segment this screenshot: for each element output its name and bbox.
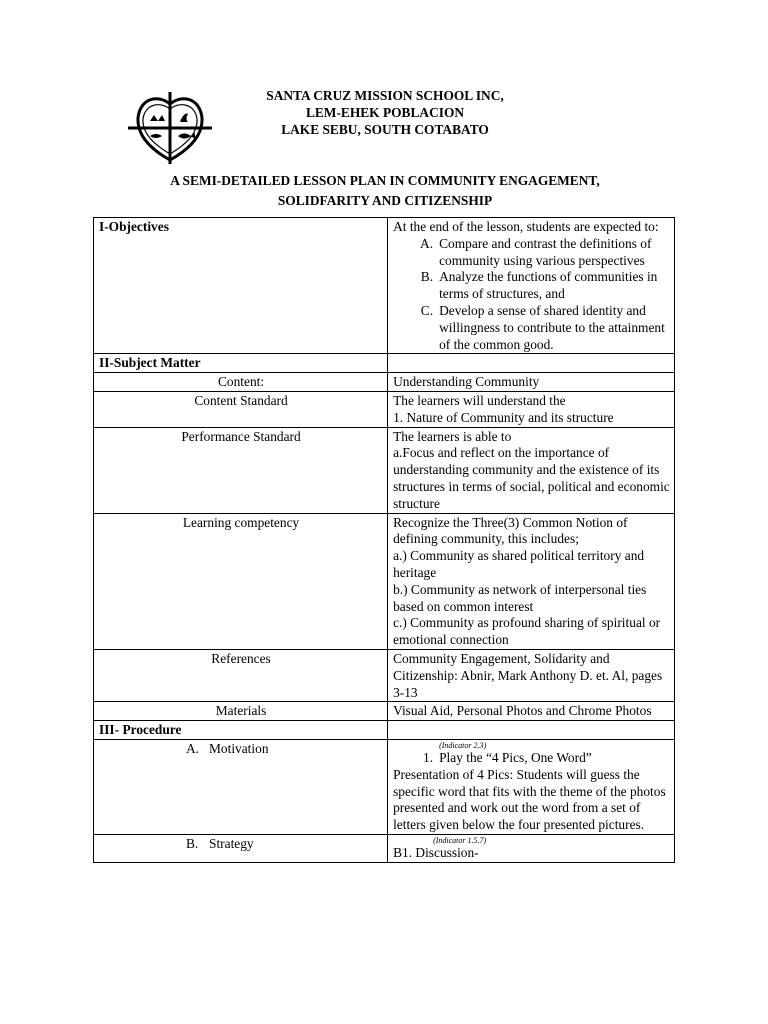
- strategy-value: [388, 834, 675, 862]
- school-address-line1: LEM-EHEK POBLACION: [305, 105, 465, 120]
- motivation-label-wrap: [99, 741, 383, 758]
- lesson-plan-table: [93, 217, 675, 863]
- performance-standard-row: [94, 427, 675, 513]
- strategy-indicator: (Indicator 1.5.7): [433, 835, 487, 845]
- content-value: Understanding Community: [388, 373, 675, 392]
- materials-row: [94, 702, 675, 721]
- strategy-row: [94, 834, 675, 862]
- strategy-label-wrap: [99, 836, 383, 853]
- references-value: Community Engagement, Solidarity and Citizenship: Abnir, Mark Anthony D. et. Al, pages 3-13: [388, 649, 675, 701]
- learning-competency-line: a.) Community as shared political territory and heritage: [393, 548, 645, 580]
- objective-item: [393, 303, 670, 353]
- objective-item: [393, 269, 670, 303]
- learning-competency-value: [388, 513, 675, 649]
- document-title-line1: A SEMI-DETAILED LESSON PLAN IN COMMUNITY ENGAGEMENT,: [170, 173, 600, 188]
- content-standard-line: The learners will understand the: [393, 392, 566, 408]
- content-standard-label: Content Standard: [94, 391, 388, 427]
- motivation-label: Motivation: [209, 740, 269, 756]
- objectives-content: [388, 218, 675, 354]
- objective-text: Develop a sense of shared identity and willingness to contribute to the attainment of the common good.: [439, 302, 665, 352]
- references-label: References: [94, 649, 388, 701]
- motivation-step-marker: 1.: [423, 749, 434, 765]
- motivation-step-text: Play the “4 Pics, One Word”: [439, 749, 592, 765]
- motivation-row: [94, 739, 675, 834]
- materials-label: Materials: [94, 702, 388, 721]
- objective-item: [393, 236, 670, 270]
- motivation-marker: A.: [186, 740, 200, 756]
- procedure-empty: [388, 721, 675, 740]
- materials-value: Visual Aid, Personal Photos and Chrome Photos: [388, 702, 675, 721]
- document-title: [94, 171, 676, 211]
- objective-marker: C.: [420, 302, 434, 318]
- school-address-line2: LAKE SEBU, SOUTH COTABATO: [281, 122, 489, 137]
- objectives-label: I-Objectives: [94, 218, 388, 354]
- motivation-step: [393, 750, 670, 767]
- content-standard-row: [94, 391, 675, 427]
- school-header: [200, 87, 570, 138]
- school-name: SANTA CRUZ MISSION SCHOOL INC,: [266, 88, 504, 103]
- content-label: Content:: [94, 373, 388, 392]
- objective-text: Analyze the functions of communities in terms of structures, and: [439, 269, 658, 302]
- content-standard-value: [388, 391, 675, 427]
- strategy-marker: B.: [186, 835, 199, 851]
- learning-competency-line: c.) Community as profound sharing of spiritual or emotional connection: [393, 615, 661, 648]
- performance-standard-line: a.Focus and reflect on the importance of understanding community and the existence of its structures in terms of social, political and economic structure: [393, 445, 670, 511]
- content-row: [94, 373, 675, 392]
- objectives-row: [94, 218, 675, 354]
- objectives-intro: At the end of the lesson, students are expected to:: [393, 219, 659, 234]
- strategy-label-cell: [94, 834, 388, 862]
- learning-competency-row: [94, 513, 675, 649]
- motivation-indicator: (Indicator 2.3): [439, 740, 487, 750]
- motivation-label-cell: [94, 739, 388, 834]
- motivation-description: Presentation of 4 Pics: Students will guess the specific word that fits with the theme of the photos presented and work out the word from a set of letters given below the four presented pictures.: [393, 766, 666, 833]
- subject-matter-empty: [388, 354, 675, 373]
- strategy-text: B1. Discussion-: [393, 844, 479, 860]
- performance-standard-line: The learners is able to: [393, 428, 512, 444]
- subject-matter-row: [94, 354, 675, 373]
- objective-marker: A.: [420, 235, 434, 251]
- strategy-label: Strategy: [209, 835, 254, 851]
- subject-matter-label: II-Subject Matter: [94, 354, 388, 373]
- learning-competency-line: b.) Community as network of interpersonal ties based on common interest: [393, 581, 647, 614]
- content-standard-line: 1. Nature of Community and its structure: [393, 409, 614, 425]
- motivation-value: [388, 739, 675, 834]
- performance-standard-label: Performance Standard: [94, 427, 388, 513]
- document-title-line2: SOLIDFARITY AND CITIZENSHIP: [277, 193, 493, 208]
- procedure-row: [94, 721, 675, 740]
- learning-competency-label: Learning competency: [94, 513, 388, 649]
- objective-marker: B.: [420, 269, 434, 285]
- performance-standard-value: [388, 427, 675, 513]
- procedure-label: III- Procedure: [94, 721, 388, 740]
- objective-text: Compare and contrast the definitions of community using various perspectives: [439, 235, 652, 268]
- learning-competency-line: Recognize the Three(3) Common Notion of defining community, this includes;: [393, 514, 628, 547]
- references-row: [94, 649, 675, 701]
